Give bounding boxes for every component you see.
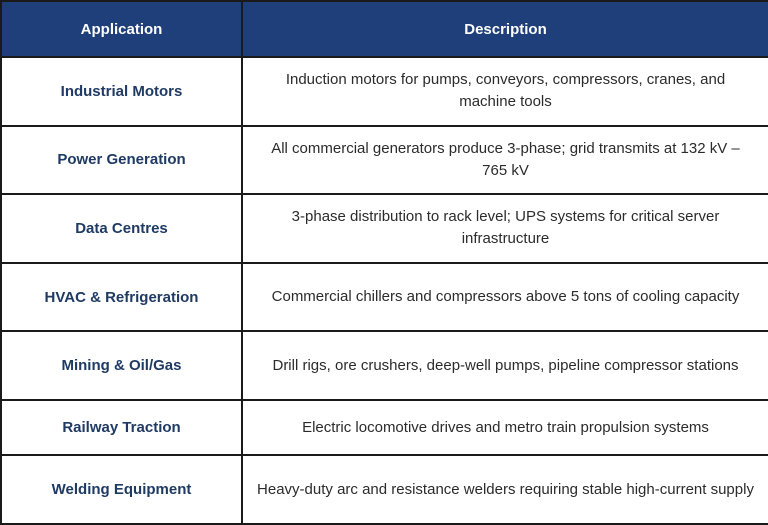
table-header-row: [1, 1, 768, 57]
description-cell: Electric locomotive drives and metro train propulsion systems: [242, 400, 768, 455]
table-row: [1, 331, 768, 400]
table-row: [1, 126, 768, 195]
description-cell: Commercial chillers and compressors above 5 tons of cooling capacity: [242, 263, 768, 332]
description-cell: Drill rigs, ore crushers, deep-well pumps, pipeline compressor stations: [242, 331, 768, 400]
header-application: Application: [1, 1, 242, 57]
table-row: [1, 194, 768, 263]
description-cell: All commercial generators produce 3-phase; grid transmits at 132 kV – 765 kV: [242, 126, 768, 195]
application-cell: HVAC & Refrigeration: [1, 263, 242, 332]
table-row: [1, 455, 768, 524]
application-cell: Industrial Motors: [1, 57, 242, 126]
table-row: [1, 263, 768, 332]
table-row: [1, 57, 768, 126]
application-cell: Data Centres: [1, 194, 242, 263]
description-cell: Induction motors for pumps, conveyors, compressors, cranes, and machine tools: [242, 57, 768, 126]
header-description: Description: [242, 1, 768, 57]
application-cell: Welding Equipment: [1, 455, 242, 524]
application-cell: Mining & Oil/Gas: [1, 331, 242, 400]
application-cell: Power Generation: [1, 126, 242, 195]
description-cell: Heavy-duty arc and resistance welders requiring stable high-current supply: [242, 455, 768, 524]
table-row: [1, 400, 768, 455]
application-cell: Railway Traction: [1, 400, 242, 455]
description-cell: 3-phase distribution to rack level; UPS systems for critical server infrastructure: [242, 194, 768, 263]
